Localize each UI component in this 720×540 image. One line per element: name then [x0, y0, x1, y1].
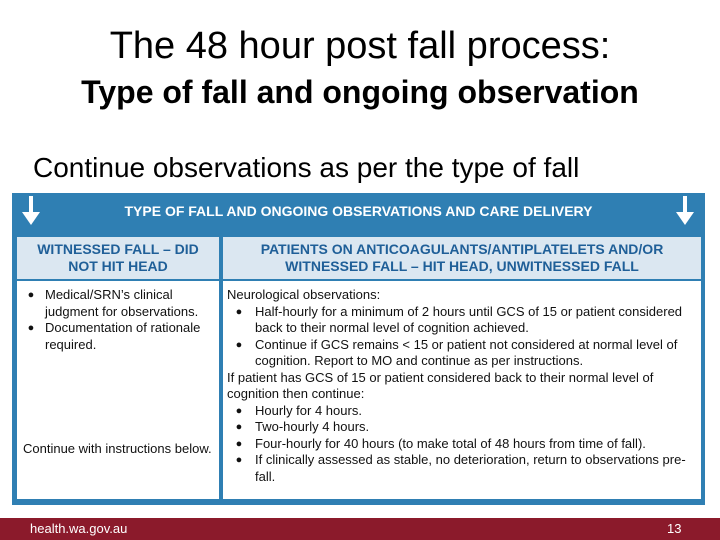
observation-table: [12, 193, 705, 505]
bullet-icon: ●: [235, 338, 243, 351]
bullet-icon: ●: [235, 454, 243, 466]
bullet-icon: ●: [235, 305, 243, 318]
list-item: [227, 452, 697, 485]
list-item: [227, 436, 697, 453]
slide-title: The 48 hour post fall process:: [109, 25, 611, 67]
table-header: TYPE OF FALL AND ONGOING OBSERVATIONS AND CARE DELIVERY: [124, 203, 593, 219]
list-item: [227, 419, 697, 436]
left-column-panel: [17, 281, 219, 499]
bullet-icon: ●: [235, 421, 243, 433]
list-item-text: Half-hourly for a minimum of 2 hours until GCS of 15 or patient considered back to their normal level of cognition achieved.: [255, 303, 683, 335]
down-arrow-icon: [673, 196, 697, 226]
neuro-obs-intro: Neurological observations:: [227, 287, 381, 302]
right-bullet-list-a: [227, 304, 697, 370]
list-item-text: Four-hourly for 40 hours (to make total of 48 hours from time of fall).: [255, 435, 646, 451]
bullet-icon: ●: [27, 322, 35, 334]
slide-subtitle-heading: Type of fall and ongoing observation: [81, 74, 639, 110]
list-item-text: Continue if GCS remains < 15 or patient not considered at normal level of cognition. Report to MO and continue as per instructions.: [255, 336, 678, 368]
right-bullet-list-b: [227, 403, 697, 486]
list-item-text: Medical/SRN’s clinical judgment for observations.: [45, 287, 199, 319]
bullet-icon: ●: [235, 437, 243, 450]
list-item-text: Hourly for 4 hours.: [255, 402, 362, 418]
list-item-text: Two-hourly 4 hours.: [255, 419, 370, 434]
gcs-condition-text: If patient has GCS of 15 or patient considered back to their normal level of cognition then continue:: [227, 369, 654, 401]
list-item-text: If clinically assessed as stable, no deterioration, return to observations pre-fall.: [255, 452, 686, 484]
bullet-icon: ●: [27, 289, 35, 301]
column-heading-witnessed-no-head: WITNESSED FALL – DID NOT HIT HEAD: [17, 237, 219, 279]
list-item-text: Documentation of rationale required.: [45, 320, 201, 352]
list-item: [227, 337, 697, 370]
intro-text: Continue observations as per the type of fall: [33, 152, 580, 183]
right-column-panel: [223, 281, 701, 499]
page-number: 13: [667, 521, 682, 536]
column-heading-head-unwitnessed: PATIENTS ON ANTICOAGULANTS/ANTIPLATELETS AND/OR WITNESSED FALL – HIT HEAD, UNWITNESSED FALL: [223, 237, 701, 279]
continue-instructions: Continue with instructions below.: [23, 441, 212, 456]
list-item: [23, 287, 213, 320]
footer-bar: [0, 518, 720, 540]
bullet-icon: ●: [235, 404, 243, 417]
footer-website-link[interactable]: health.wa.gov.au: [30, 521, 128, 536]
left-bullet-list: [23, 287, 213, 353]
list-item: [23, 320, 213, 353]
list-item: [227, 403, 697, 420]
list-item: [227, 304, 697, 337]
